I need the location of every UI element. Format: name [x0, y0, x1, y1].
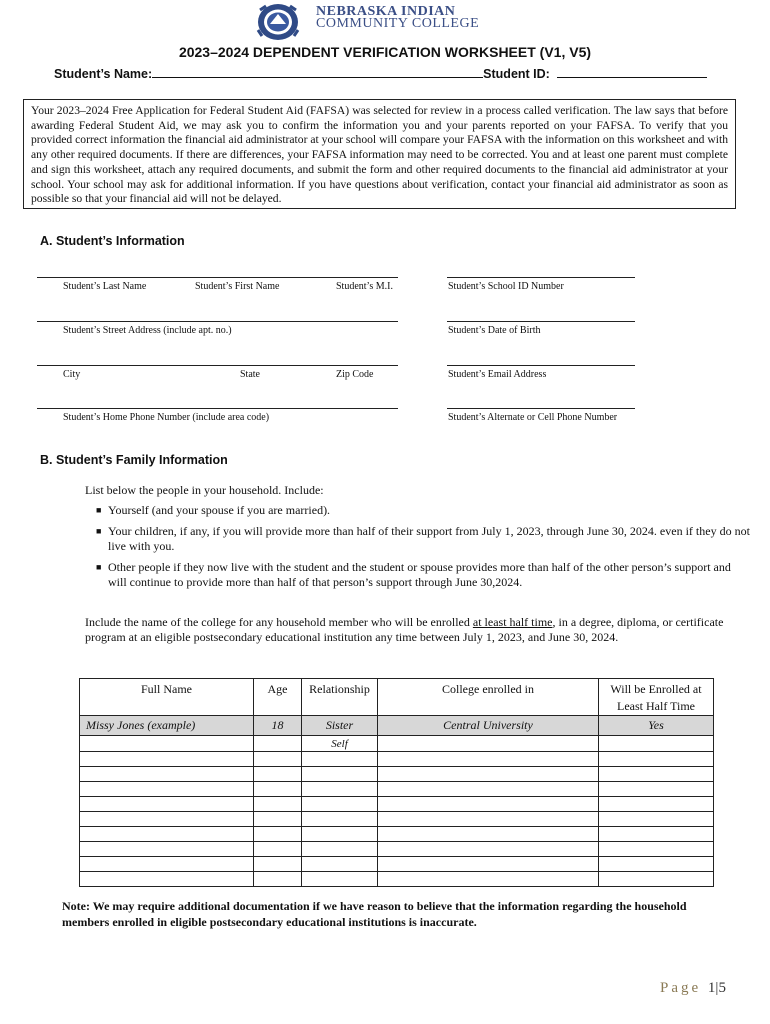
table-row[interactable]	[80, 827, 714, 842]
college-note-pre: Include the name of the college for any household member who will be enrolled	[85, 615, 473, 629]
table-row[interactable]	[80, 782, 714, 797]
household-list-intro: List below the people in your household. Include:	[85, 483, 324, 497]
table-row[interactable]	[80, 767, 714, 782]
table-row[interactable]	[80, 812, 714, 827]
cell-input[interactable]	[599, 736, 714, 752]
college-note-underline: at least half time	[472, 615, 553, 629]
college-logo	[256, 2, 506, 42]
city-label: City	[63, 369, 81, 380]
home-phone-label: Student’s Home Phone Number (include area code)	[63, 412, 270, 423]
dob-line[interactable]	[447, 321, 635, 322]
page-title: 2023–2024 DEPENDENT VERIFICATION WORKSHEET (V1, V5)	[178, 44, 592, 60]
bullet-item	[96, 560, 744, 590]
bullet-text: Yourself (and your spouse if you are married).	[108, 503, 331, 517]
header-age: Age	[254, 679, 302, 716]
section-b-heading: B. Student’s Family Information	[40, 453, 228, 467]
cell-input[interactable]	[378, 736, 599, 752]
cell-input[interactable]	[254, 736, 302, 752]
school-id-label: Student’s School ID Number	[448, 281, 564, 292]
bullet-text: Your children, if any, if you will provide more than half of their support from July 1, 2023, through June 30, 2024. even if they do not live with you.	[108, 524, 750, 553]
header-full-name: Full Name	[80, 679, 254, 716]
bullet-square-icon: ■	[96, 562, 102, 572]
self-relationship: Self	[302, 736, 378, 752]
student-id-label: Student ID:	[483, 67, 550, 81]
city-line[interactable]	[37, 365, 398, 366]
home-phone-line[interactable]	[37, 408, 398, 409]
page-word: Page	[660, 980, 702, 996]
documentation-note: Note: We may require additional documentation if we have reason to believe that the information regarding the household members enrolled in eligible postsecondary educational institutions is inaccurate.	[62, 899, 687, 929]
email-label: Student’s Email Address	[448, 369, 547, 380]
street-label: Student’s Street Address (include apt. no.)	[63, 325, 232, 336]
page-separator: |	[715, 980, 719, 996]
email-line[interactable]	[447, 365, 635, 366]
header-relationship: Relationship	[302, 679, 378, 716]
street-line[interactable]	[37, 321, 398, 322]
section-a-heading: A. Student’s Information	[40, 234, 185, 248]
college-enrollment-note	[85, 615, 725, 645]
example-college: Central University	[378, 716, 599, 736]
college-seal-icon	[256, 2, 300, 42]
bullet-square-icon: ■	[96, 526, 102, 536]
header-college: College enrolled in	[378, 679, 599, 716]
student-name-row	[54, 66, 707, 81]
logo-line-1: NEBRASKA INDIAN	[316, 4, 456, 19]
header-enrolled: Will be Enrolled at Least Half Time	[599, 679, 714, 716]
state-label: State	[240, 369, 260, 380]
student-name-field[interactable]	[152, 66, 483, 78]
table-row[interactable]	[80, 857, 714, 872]
verification-intro: Your 2023–2024 Free Application for Federal Student Aid (FAFSA) was selected for review in a process called verification. The law says that before awarding Federal Student Aid, we may ask you to confirm the information you and your parents reported on your FAFSA. To verify that you provided correct information the financial aid administrator at your school will compare your FAFSA with the information on this worksheet and with any other required documents. If there are differences, your FAFSA information may need to be corrected. You and at least one parent must complete and sign this worksheet, attach any required documents, and submit the form and other required documents to the financial aid administrator at your school. Your school may ask for additional information. If you have questions about verification, contact your financial aid administrator as soon as possible so that your financial aid will not be delayed.	[23, 99, 736, 209]
household-table	[79, 678, 714, 887]
bullet-item	[96, 503, 758, 518]
alt-phone-label: Student’s Alternate or Cell Phone Number	[448, 412, 618, 423]
cell-input[interactable]	[80, 736, 254, 752]
college-note-post: , in a degree, diploma, or certificate program at an eligible postsecondary educational institution any time between July 1, 2023, and June 30, 2024.	[85, 615, 724, 644]
table-row[interactable]	[80, 842, 714, 857]
self-row[interactable]	[80, 736, 714, 752]
school-id-line[interactable]	[447, 277, 635, 278]
bullet-text: Other people if they now live with the student and the student or spouse provides more than half of the other person’s support and will continue to provide more than half of that person’s support through June 30,2024.	[108, 560, 731, 589]
mi-label: Student’s M.I.	[336, 281, 393, 292]
student-name-label: Student’s Name:	[54, 67, 153, 81]
first-name-label: Student’s First Name	[195, 281, 280, 292]
student-id-field[interactable]	[557, 66, 707, 78]
alt-phone-line[interactable]	[447, 408, 635, 409]
logo-wordmark	[316, 6, 479, 30]
zip-label: Zip Code	[336, 369, 374, 380]
example-name: Missy Jones (example)	[80, 716, 254, 736]
page-number	[660, 980, 726, 997]
example-enrolled: Yes	[599, 716, 714, 736]
dob-label: Student’s Date of Birth	[448, 325, 541, 336]
table-row[interactable]	[80, 752, 714, 767]
table-header-row	[80, 679, 714, 716]
example-age: 18	[254, 716, 302, 736]
bullet-item	[96, 524, 758, 554]
page-total: 5	[718, 980, 726, 996]
bullet-square-icon: ■	[96, 505, 102, 515]
last-name-label: Student’s Last Name	[63, 281, 147, 292]
example-relationship: Sister	[302, 716, 378, 736]
example-row	[80, 716, 714, 736]
page-current: 1	[707, 980, 716, 996]
logo-line-2: COMMUNITY COLLEGE	[316, 16, 480, 31]
name-line[interactable]	[37, 277, 398, 278]
table-row[interactable]	[80, 872, 714, 887]
table-row[interactable]	[80, 797, 714, 812]
